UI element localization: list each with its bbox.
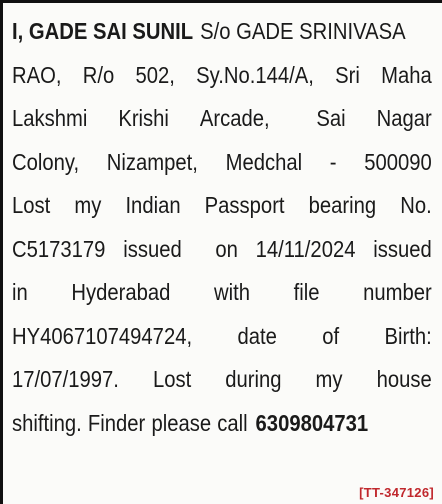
notice-word: RAO,	[12, 61, 62, 88]
notice-word: 17/07/1997.	[12, 366, 119, 392]
clipping-border-left	[0, 0, 3, 504]
notice-word: issued	[373, 235, 432, 262]
notice-line-8	[12, 315, 432, 359]
notice-line-5	[12, 184, 432, 228]
notice-line-1	[12, 10, 432, 54]
notice-word: date	[237, 322, 277, 349]
notice-word: I, GADE SAI SUNIL	[12, 18, 194, 44]
notice-word: of	[322, 322, 340, 349]
notice-word: on	[215, 235, 238, 262]
notice-word: Medchal	[225, 148, 303, 175]
notice-word: Maha	[381, 61, 432, 88]
notice-word: Birth:	[384, 322, 432, 349]
clipping-border-top	[0, 0, 442, 3]
notice-word: Sai	[316, 105, 346, 131]
notice-word: Arcade,	[199, 105, 270, 131]
notice-body	[12, 10, 432, 445]
notice-word: Sri	[335, 61, 360, 88]
phone-number: 6309804731	[255, 409, 369, 436]
notice-word: my	[315, 366, 343, 392]
notice-word: Hyderabad	[71, 279, 171, 305]
notice-word: number	[363, 279, 432, 305]
notice-word: Krishi	[118, 105, 169, 131]
notice-word: Lost	[152, 366, 192, 392]
notice-word: issued	[123, 235, 182, 262]
notice-word: shifting.	[12, 409, 82, 436]
notice-word: 500090	[364, 148, 432, 175]
notice-line-10	[12, 402, 432, 446]
notice-word: in	[12, 279, 28, 305]
notice-word: Sy.No.144/A,	[196, 61, 314, 88]
notice-word: 14/11/2024	[255, 235, 356, 262]
notice-word: Colony,	[12, 148, 80, 175]
notice-word: file	[293, 279, 320, 305]
notice-word: S/o GADE SRINIVASA	[200, 18, 406, 44]
notice-word: my	[74, 192, 102, 218]
notice-word: with	[214, 279, 251, 305]
notice-word: R/o	[82, 61, 115, 88]
notice-word: -	[329, 148, 337, 175]
notice-word: 502,	[135, 61, 175, 88]
notice-word: HY4067107494724,	[12, 322, 193, 349]
reference-code: [TT-347126]	[359, 485, 434, 500]
notice-line-7	[12, 271, 432, 315]
notice-line-6	[12, 228, 432, 272]
notice-word: call	[217, 409, 248, 436]
notice-word: house	[376, 366, 432, 392]
notice-word: Passport	[204, 192, 285, 218]
notice-line-4	[12, 141, 432, 185]
notice-line-9	[12, 358, 432, 402]
notice-word: please	[151, 409, 212, 436]
notice-word: Finder	[87, 409, 146, 436]
notice-word: No.	[400, 192, 432, 218]
notice-word: Lakshmi	[12, 105, 88, 131]
notice-line-3	[12, 97, 432, 141]
notice-line-2	[12, 54, 432, 98]
notice-word: Nizampet,	[106, 148, 198, 175]
notice-word: Nagar	[376, 105, 432, 131]
notice-word: bearing	[308, 192, 377, 218]
notice-word: Lost	[12, 192, 51, 218]
notice-word: during	[225, 366, 282, 392]
notice-word: C5173179	[12, 235, 106, 262]
notice-word: Indian	[125, 192, 181, 218]
